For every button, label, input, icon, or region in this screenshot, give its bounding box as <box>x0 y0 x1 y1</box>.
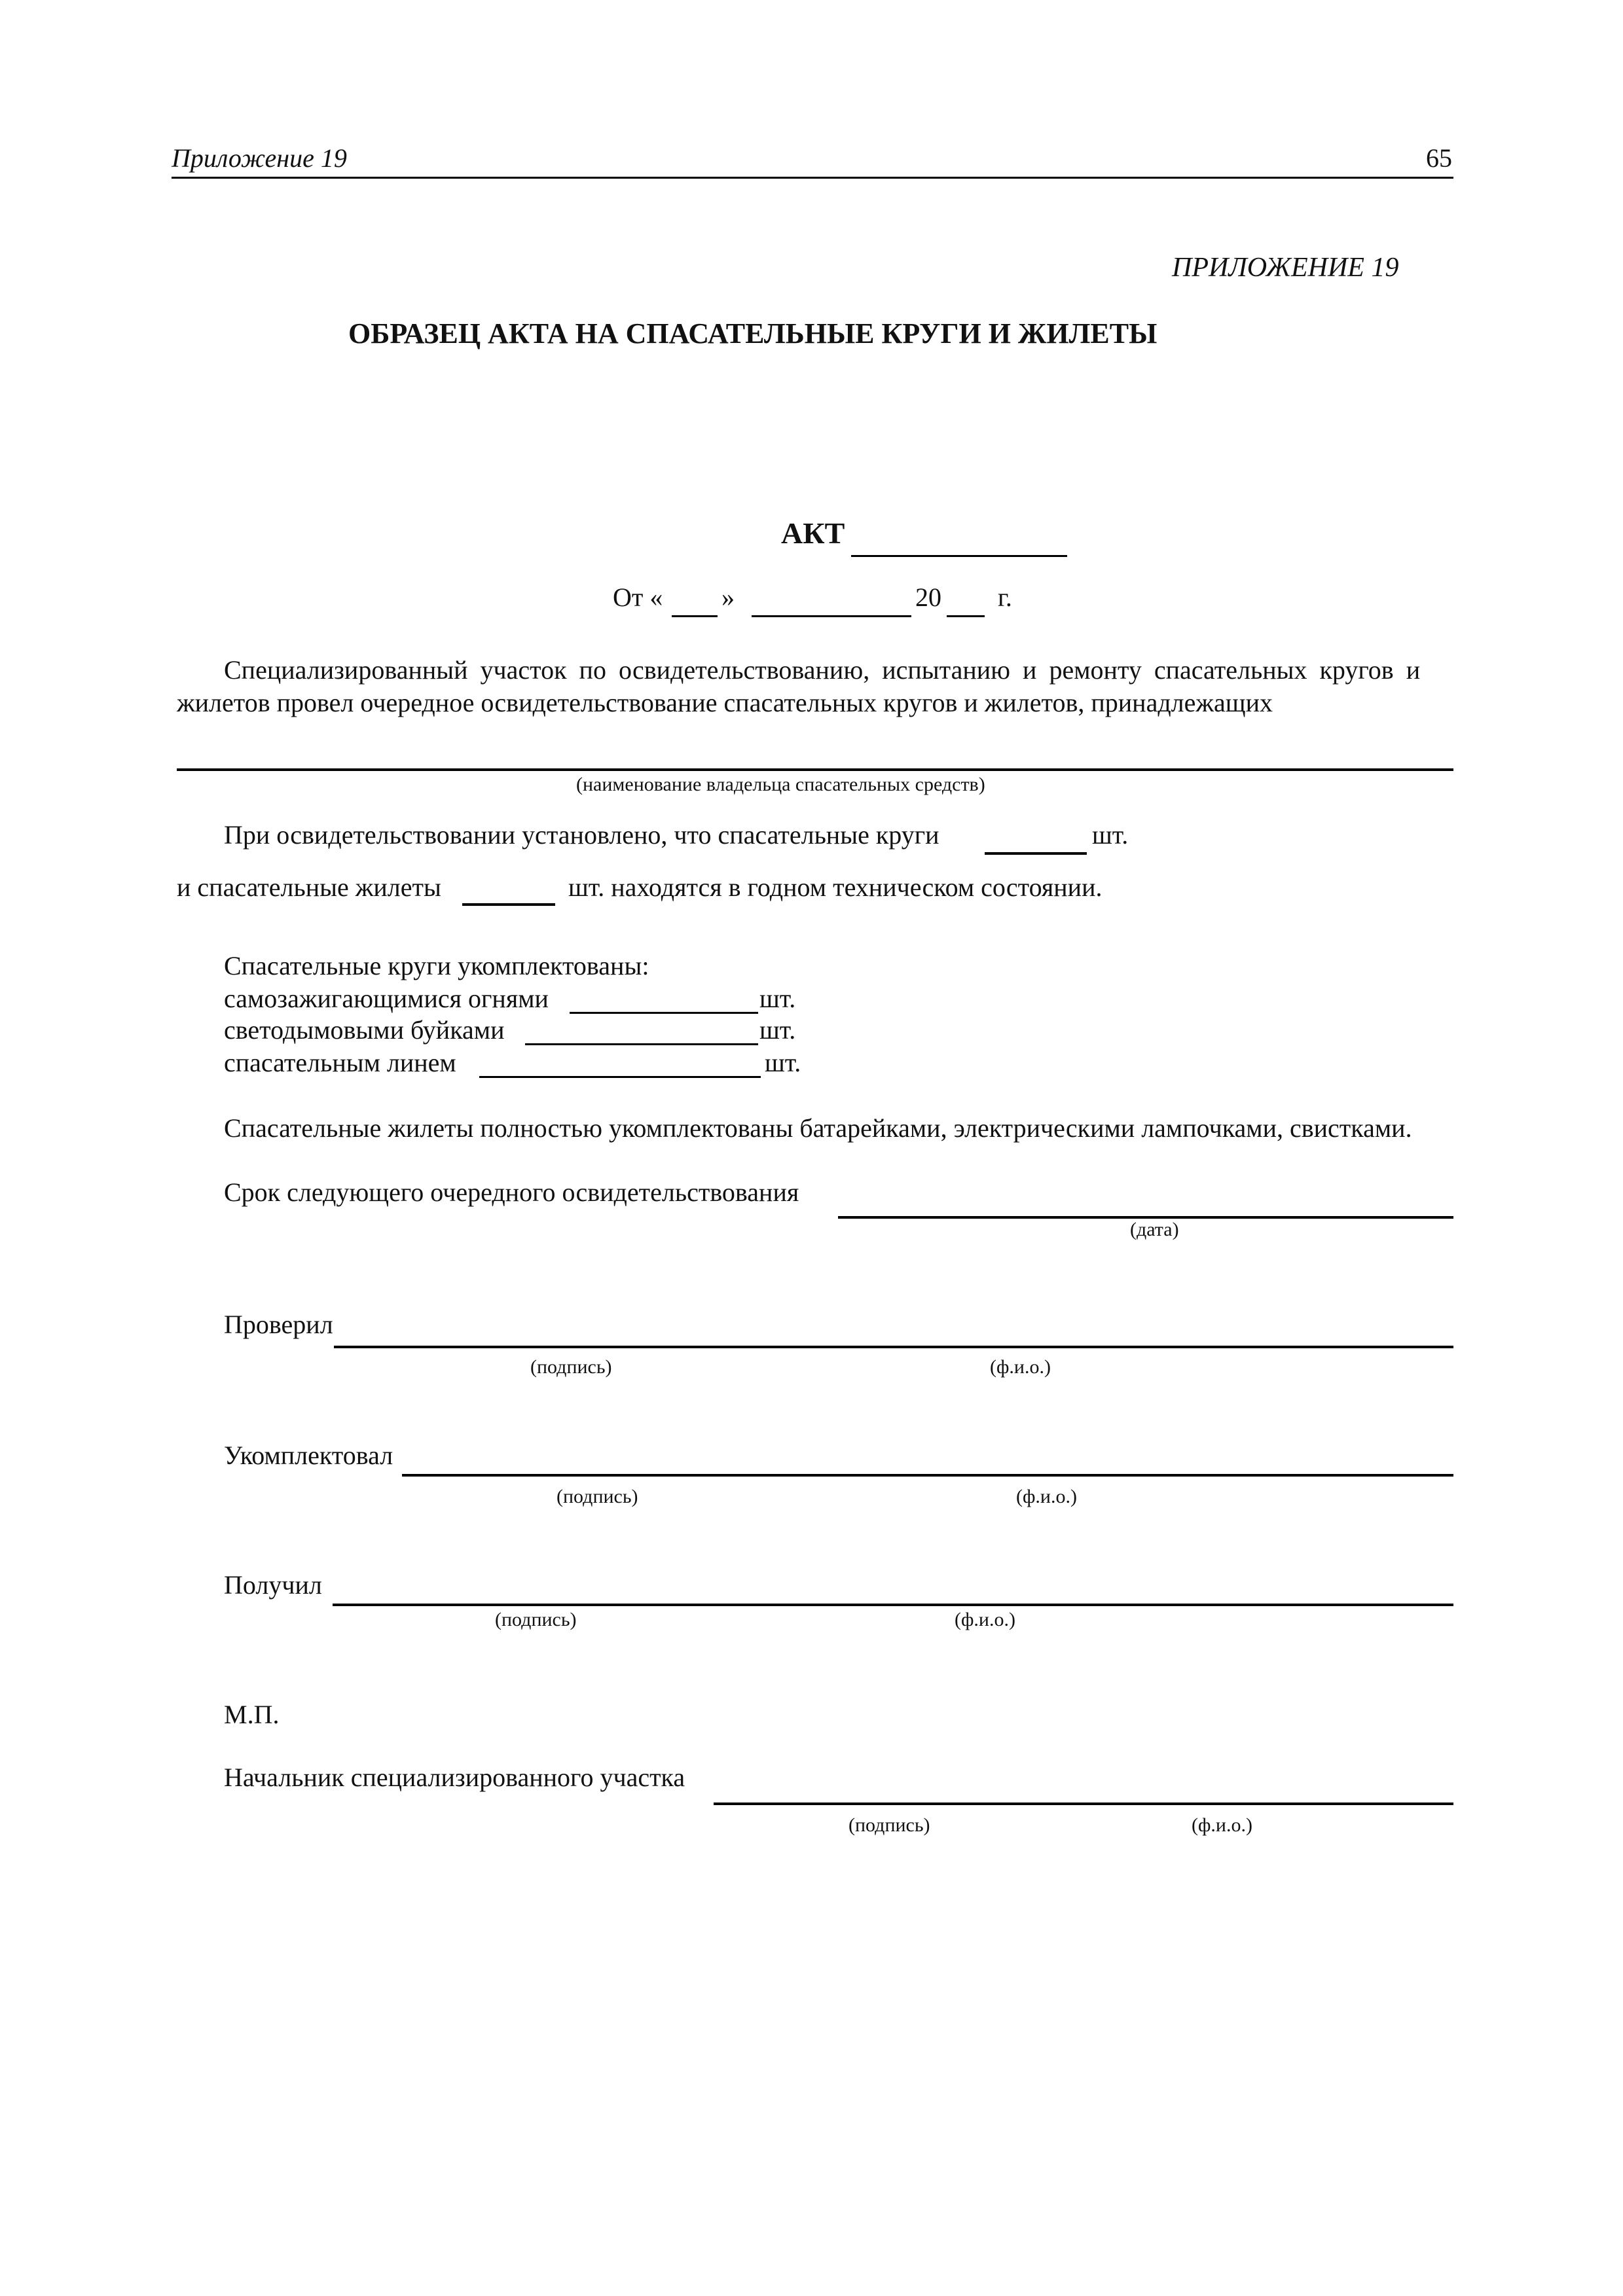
equipped-item-unit: шт. <box>759 1015 796 1045</box>
finding-line-2-prefix: и спасательные жилеты <box>177 872 441 902</box>
signature-caption: (подпись) <box>495 1609 577 1630</box>
equipped-item-label: спасательным линем <box>224 1048 456 1077</box>
checked-by-blank[interactable] <box>334 1346 1453 1348</box>
running-title: Приложение 19 <box>172 143 347 173</box>
stamp-place: М.П. <box>224 1700 280 1729</box>
rings-count-blank[interactable] <box>985 852 1087 855</box>
date-month-blank[interactable] <box>752 615 911 617</box>
vests-equipped-line: Спасательные жилеты полностью укомплектованы батарейками, электрическими лампочками, свистками. <box>224 1113 1412 1143</box>
date-from-label: От « <box>613 583 663 612</box>
date-close-quote: » <box>721 583 735 612</box>
equipped-item-label: самозажигающимися огнями <box>224 984 549 1013</box>
header-rule <box>172 177 1453 179</box>
act-heading: АКТ <box>781 516 845 550</box>
finding-line-2-suffix: шт. находятся в годном техническом состоянии. <box>568 872 1103 902</box>
date-caption: (дата) <box>1130 1219 1179 1240</box>
lifeline-count-blank[interactable] <box>479 1076 761 1078</box>
date-year-suffix: г. <box>998 583 1012 612</box>
smoke-buoys-count-blank[interactable] <box>525 1043 758 1045</box>
next-inspection-label: Срок следующего очередного освидетельствования <box>224 1177 799 1207</box>
finding-line-1: При освидетельствовании установлено, что спасательные круги <box>224 820 939 850</box>
date-year-blank[interactable] <box>947 615 985 617</box>
lights-count-blank[interactable] <box>570 1012 758 1014</box>
signature-caption: (подпись) <box>556 1486 638 1507</box>
name-caption: (ф.и.о.) <box>955 1609 1015 1630</box>
name-caption: (ф.и.о.) <box>1016 1486 1077 1507</box>
chief-label: Начальник специализированного участка <box>224 1763 685 1792</box>
intro-line-1: Специализированный участок по освидетельствованию, испытанию и ремонту спасательных кругов и <box>224 655 1421 685</box>
intro-line-2: жилетов провел очередное освидетельствование спасательных кругов и жилетов, принадлежащих <box>177 688 1273 717</box>
equipped-item-unit: шт. <box>759 984 796 1013</box>
owner-name-blank[interactable] <box>177 768 1453 771</box>
owner-caption: (наименование владельца спасательных средств) <box>576 774 985 795</box>
document-title: ОБРАЗЕЦ АКТА НА СПАСАТЕЛЬНЫЕ КРУГИ И ЖИЛЕТЫ <box>348 317 1158 350</box>
date-year-prefix: 20 <box>915 583 941 612</box>
equipped-by-label: Укомплектовал <box>224 1441 393 1470</box>
appendix-label: ПРИЛОЖЕНИЕ 19 <box>1172 253 1399 283</box>
received-by-label: Получил <box>224 1570 322 1600</box>
name-caption: (ф.и.о.) <box>990 1356 1051 1378</box>
equipped-heading: Спасательные круги укомплектованы: <box>224 951 649 980</box>
signature-caption: (подпись) <box>530 1356 612 1378</box>
checked-by-label: Проверил <box>224 1310 333 1339</box>
date-day-blank[interactable] <box>672 615 718 617</box>
vests-count-blank[interactable] <box>462 903 555 906</box>
signature-caption: (подпись) <box>848 1814 930 1836</box>
equipped-item-label: светодымовыми буйками <box>224 1015 505 1045</box>
rings-unit: шт. <box>1092 820 1129 850</box>
act-number-blank[interactable] <box>851 555 1067 557</box>
received-by-blank[interactable] <box>333 1604 1453 1606</box>
chief-signature-blank[interactable] <box>714 1803 1453 1805</box>
name-caption: (ф.и.о.) <box>1192 1814 1252 1836</box>
equipped-item-unit: шт. <box>765 1048 801 1077</box>
equipped-by-blank[interactable] <box>402 1474 1453 1477</box>
page-number: 65 <box>1426 143 1452 173</box>
